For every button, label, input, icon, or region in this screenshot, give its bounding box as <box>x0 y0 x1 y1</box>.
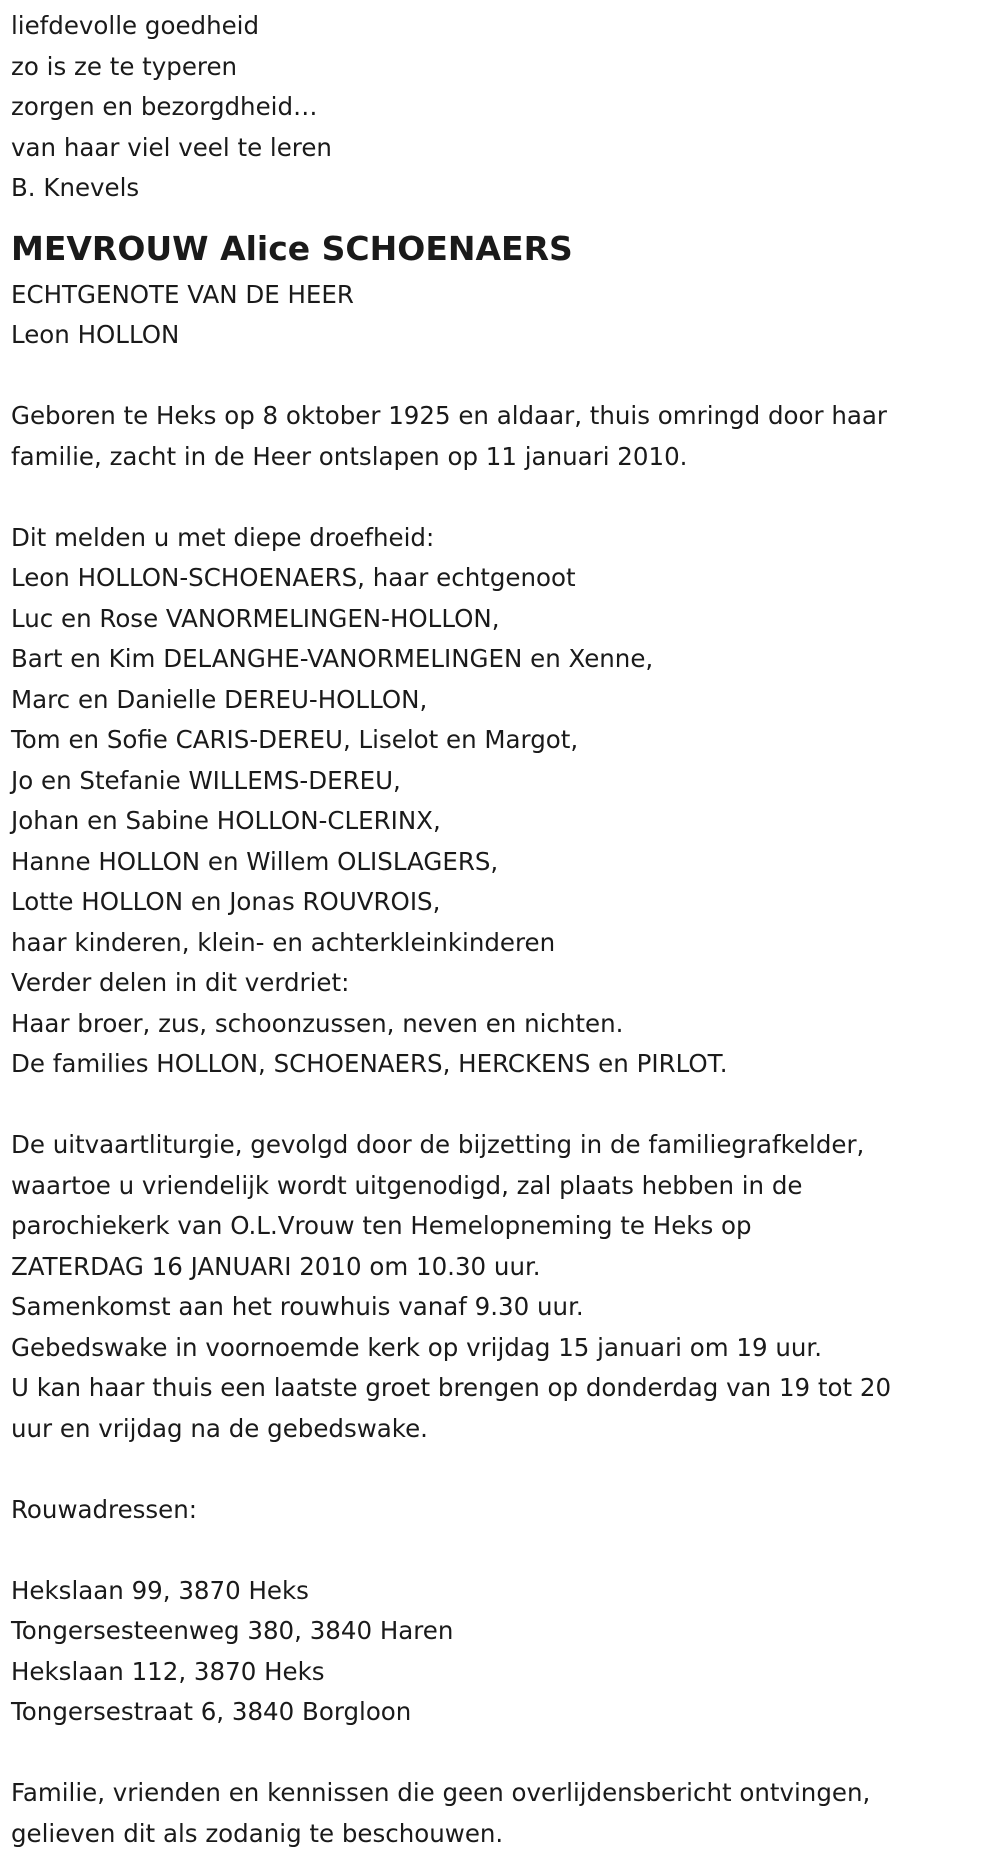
address-line: Tongersestraat 6, 3840 Borgloon <box>11 1697 412 1726</box>
service-date-line: ZATERDAG 16 JANUARI 2010 om 10.30 uur. <box>11 1251 541 1281</box>
addresses-label: Rouwadressen: <box>11 1494 198 1524</box>
paragraph-line: waartoe u vriendelijk wordt uitgenodigd, zal plaats hebben in de <box>11 1170 803 1200</box>
paragraph-line: De uitvaartliturgie, gevolgd door de bijzetting in de familiegrafkelder, <box>11 1130 865 1159</box>
paragraph-line: parochiekerk van O.L.Vrouw ten Hemelopneming te Heks op <box>11 1211 752 1240</box>
paragraph-line: gelieven dit als zodanig te beschouwen. <box>11 1818 504 1848</box>
family-line: Bart en Kim DELANGHE-VANORMELINGEN en Xenne, <box>11 644 654 673</box>
paragraph-line: familie, zacht in de Heer ontslapen op 11 januari 2010. <box>11 441 688 471</box>
family-line: Tom en Sofie CARIS-DEREU, Liselot en Margot, <box>11 725 579 754</box>
paragraph-line: Familie, vrienden en kennissen die geen overlijdensbericht ontvingen, <box>11 1778 871 1807</box>
family-list <box>11 518 1000 1085</box>
paragraph-line: uur en vrijdag na de gebedswake. <box>11 1413 428 1443</box>
funeral-service-paragraph <box>11 1125 1000 1449</box>
family-line: haar kinderen, klein- en achterkleinkinderen <box>11 927 556 957</box>
family-intro: Dit melden u met diepe droefheid: <box>11 522 435 552</box>
paragraph-line: Samenkomst aan het rouwhuis vanaf 9.30 uur. <box>11 1292 584 1321</box>
birth-death-paragraph <box>11 396 1000 477</box>
family-line: Marc en Danielle DEREU-HOLLON, <box>11 684 428 714</box>
address-line: Hekslaan 112, 3870 Heks <box>11 1656 325 1686</box>
address-list <box>11 1571 1000 1733</box>
poem-line: zorgen en bezorgdheid… <box>11 92 318 121</box>
spouse-block <box>11 275 1000 356</box>
spouse-label: ECHTGENOTE VAN DE HEER <box>11 279 354 309</box>
poem <box>11 6 1000 209</box>
deceased-name-heading: MEVROUW Alice SCHOENAERS <box>11 228 573 268</box>
family-line: Lotte HOLLON en Jonas ROUVROIS, <box>11 887 441 916</box>
family-line: Verder delen in dit verdriet: <box>11 968 350 997</box>
spouse-name: Leon HOLLON <box>11 320 180 349</box>
poem-line: van haar viel veel te leren <box>11 132 332 162</box>
poem-line: zo is ze te typeren <box>11 51 238 81</box>
closing-paragraph <box>11 1773 1000 1854</box>
spacer <box>11 477 1000 518</box>
family-line: De families HOLLON, SCHOENAERS, HERCKENS en PIRLOT. <box>11 1049 728 1078</box>
family-line: Jo en Stefanie WILLEMS-DEREU, <box>11 765 401 795</box>
spacer <box>11 356 1000 397</box>
paragraph-line: Geboren te Heks op 8 oktober 1925 en aldaar, thuis omringd door haar <box>11 401 887 430</box>
family-line: Luc en Rose VANORMELINGEN-HOLLON, <box>11 603 500 633</box>
spacer <box>11 1530 1000 1571</box>
spacer <box>11 1733 1000 1774</box>
poem-author: B. Knevels <box>11 173 140 202</box>
family-line: Leon HOLLON-SCHOENAERS, haar echtgenoot <box>11 563 576 592</box>
paragraph-line: Gebedswake in voornoemde kerk op vrijdag 15 januari om 19 uur. <box>11 1332 822 1362</box>
family-line: Haar broer, zus, schoonzussen, neven en nichten. <box>11 1008 624 1038</box>
paragraph-line: U kan haar thuis een laatste groet brengen op donderdag van 19 tot 20 <box>11 1373 892 1402</box>
family-line: Johan en Sabine HOLLON-CLERINX, <box>11 806 441 835</box>
poem-line: liefdevolle goedheid <box>11 11 260 40</box>
obituary-page <box>0 6 1000 1876</box>
spacer <box>11 1085 1000 1126</box>
address-line: Hekslaan 99, 3870 Heks <box>11 1575 309 1605</box>
family-line: Hanne HOLLON en Willem OLISLAGERS, <box>11 846 499 876</box>
spacer <box>11 1449 1000 1490</box>
address-line: Tongersesteenweg 380, 3840 Haren <box>11 1616 454 1645</box>
